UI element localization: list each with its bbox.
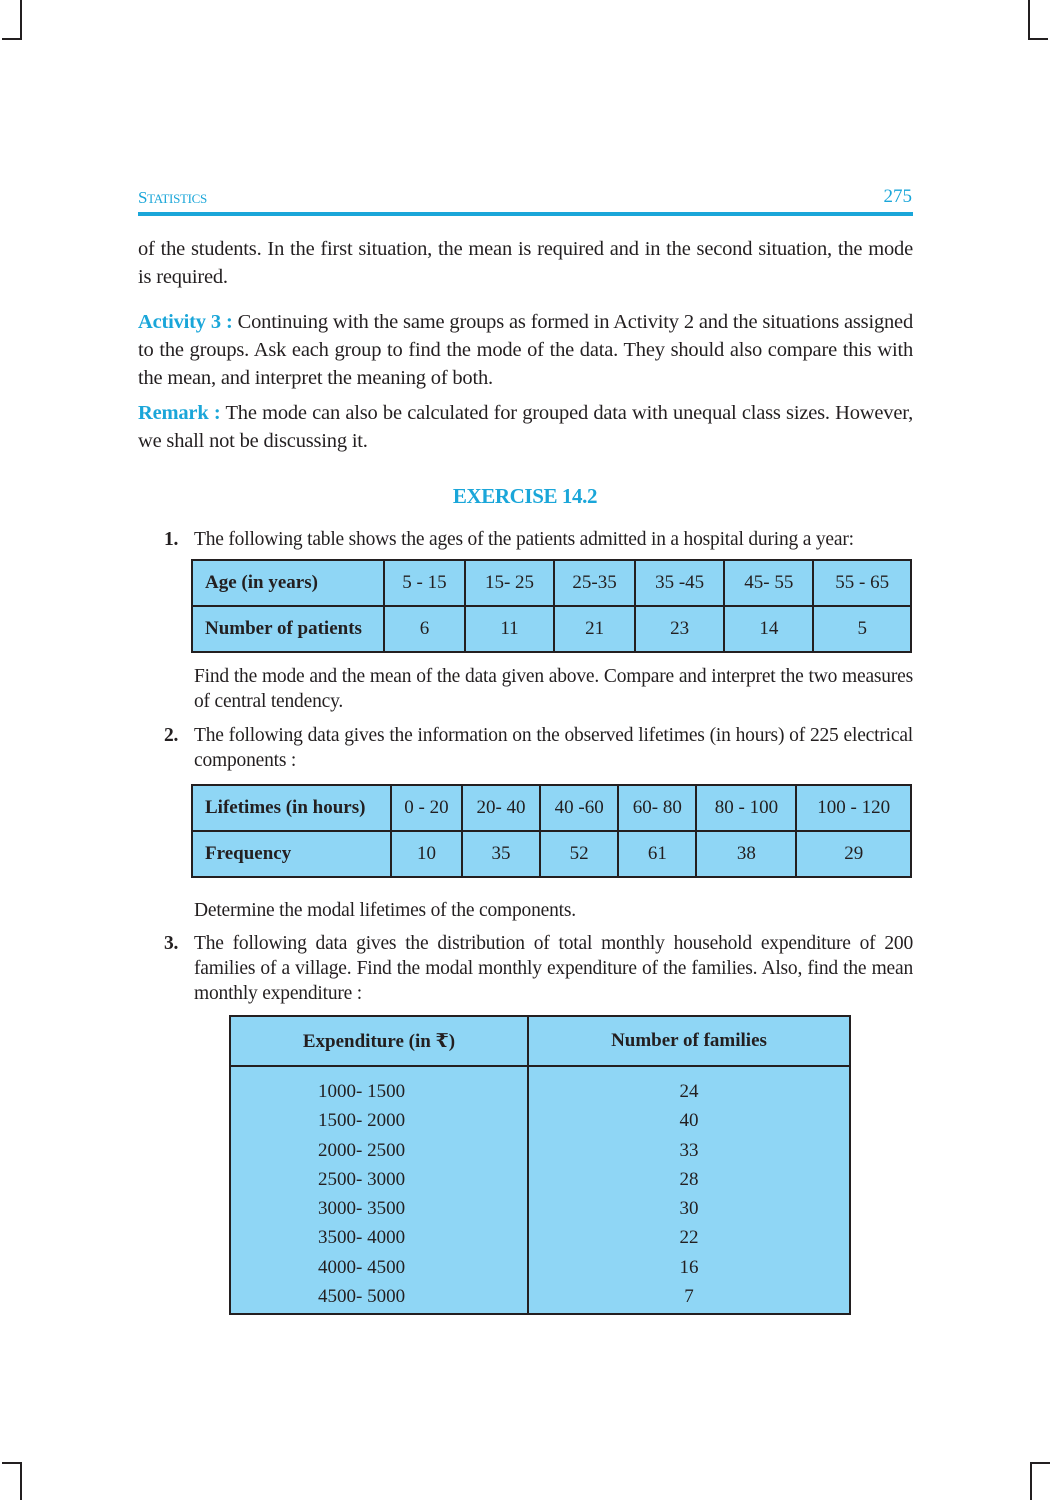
lifetimes-table [191, 784, 912, 878]
expenditure-class: 3000- 3500 [318, 1198, 406, 1220]
crop-mark-top-right [1028, 0, 1030, 40]
question-2-followup: Determine the modal lifetimes of the components. [194, 900, 576, 921]
class-cell: 60- 80 [618, 785, 696, 831]
value-cell: 35 [462, 831, 540, 877]
families-count: 28 [679, 1168, 699, 1190]
class-cell: 5 - 15 [384, 560, 465, 606]
remark-text: The mode can also be calculated for grouped data with unequal class sizes. However, we shall not be discussing it. [138, 402, 913, 452]
crop-mark-top-right [1028, 38, 1048, 40]
class-cell: 45- 55 [724, 560, 813, 606]
class-cell: 100 - 120 [796, 785, 911, 831]
ages-table [191, 559, 912, 653]
running-title [138, 188, 207, 208]
crop-mark-bottom-left [20, 1462, 22, 1500]
page-header [138, 186, 912, 210]
expenditure-class: 4000- 4500 [318, 1256, 406, 1278]
expenditure-class: 2500- 3000 [318, 1168, 406, 1190]
class-cell: 25-35 [554, 560, 635, 606]
intro-paragraph: of the students. In the first situation, the mean is required and in the second situation, the mode is required. [138, 238, 913, 288]
value-cell: 21 [554, 606, 635, 652]
question-number: 1. [164, 529, 179, 550]
families-count: 16 [679, 1256, 699, 1278]
crop-mark-top-left [2, 38, 22, 40]
class-cell: 20- 40 [462, 785, 540, 831]
activity-text: Continuing with the same groups as formed in Activity 2 and the situations assigned to the groups. Ask each group to find the mode of the data. They should also compare this with the mean, and interpret the meaning of both. [138, 311, 914, 389]
table-row [192, 785, 911, 831]
table-row [192, 560, 911, 606]
value-cell: 52 [540, 831, 618, 877]
column-header: Number of families [528, 1016, 850, 1066]
question-text: The following data gives the information on the observed lifetimes (in hours) of 225 electrical components : [194, 725, 913, 771]
value-cell: 38 [696, 831, 796, 877]
remark-paragraph [138, 399, 913, 455]
row-header: Lifetimes (in hours) [192, 785, 391, 831]
question-2 [164, 723, 913, 773]
running-title-initial: S [138, 188, 148, 207]
crop-mark-bottom-left [2, 1462, 22, 1464]
row-header: Age (in years) [192, 560, 384, 606]
class-cell: 0 - 20 [391, 785, 462, 831]
question-3 [164, 931, 913, 1006]
question-number: 2. [164, 725, 179, 746]
crop-mark-top-left [20, 0, 22, 40]
class-cell: 35 -45 [635, 560, 724, 606]
table-row [192, 831, 911, 877]
expenditure-class: 1500- 2000 [318, 1110, 406, 1132]
table-row [192, 606, 911, 652]
question-1-followup: Find the mode and the mean of the data given above. Compare and interpret the two measures of central tendency. [194, 666, 913, 712]
expenditure-class: 2000- 2500 [318, 1139, 406, 1161]
value-cell: 5 [813, 606, 911, 652]
families-count: 40 [679, 1110, 699, 1132]
running-title-rest: TATISTICS [147, 191, 207, 206]
table-body-row [230, 1066, 850, 1314]
families-count: 24 [679, 1081, 699, 1102]
value-cell: 14 [724, 606, 813, 652]
remark-label: Remark : [138, 402, 221, 424]
table-header-row [230, 1016, 850, 1066]
value-cell: 6 [384, 606, 465, 652]
value-cell: 61 [618, 831, 696, 877]
value-cell: 29 [796, 831, 911, 877]
question-number: 3. [164, 933, 179, 954]
expenditure-column [230, 1066, 528, 1314]
crop-mark-bottom-right [1030, 1462, 1050, 1464]
value-cell: 10 [391, 831, 462, 877]
page-number: 275 [883, 186, 912, 207]
class-cell: 15- 25 [465, 560, 554, 606]
value-cell: 11 [465, 606, 554, 652]
row-header: Number of patients [192, 606, 384, 652]
question-1 [164, 527, 913, 552]
crop-mark-bottom-right [1030, 1462, 1032, 1500]
expenditure-class: 4500- 5000 [318, 1286, 406, 1308]
families-count: 33 [679, 1139, 699, 1161]
expenditure-class: 3500- 4000 [318, 1227, 406, 1249]
expenditure-class: 1000- 1500 [318, 1081, 406, 1102]
question-text: The following data gives the distribution of total monthly household expenditure of 200 families of a village. Find the modal monthly expenditure of the families. Also, find the mean monthly expenditure : [194, 933, 913, 1004]
class-cell: 40 -60 [540, 785, 618, 831]
exercise-title: EXERCISE 14.2 [452, 484, 598, 508]
class-cell: 80 - 100 [696, 785, 796, 831]
activity-label: Activity 3 : [138, 311, 233, 333]
header-rule [138, 212, 913, 216]
expenditure-table [229, 1015, 851, 1315]
activity-paragraph [138, 308, 913, 392]
families-count: 22 [679, 1227, 699, 1249]
families-count: 30 [679, 1198, 699, 1220]
row-header: Frequency [192, 831, 391, 877]
families-count: 7 [684, 1286, 694, 1308]
column-header: Expenditure (in ₹) [230, 1016, 528, 1066]
value-cell: 23 [635, 606, 724, 652]
question-text: The following table shows the ages of the patients admitted in a hospital during a year: [194, 529, 854, 550]
families-column [528, 1066, 850, 1314]
class-cell: 55 - 65 [813, 560, 911, 606]
